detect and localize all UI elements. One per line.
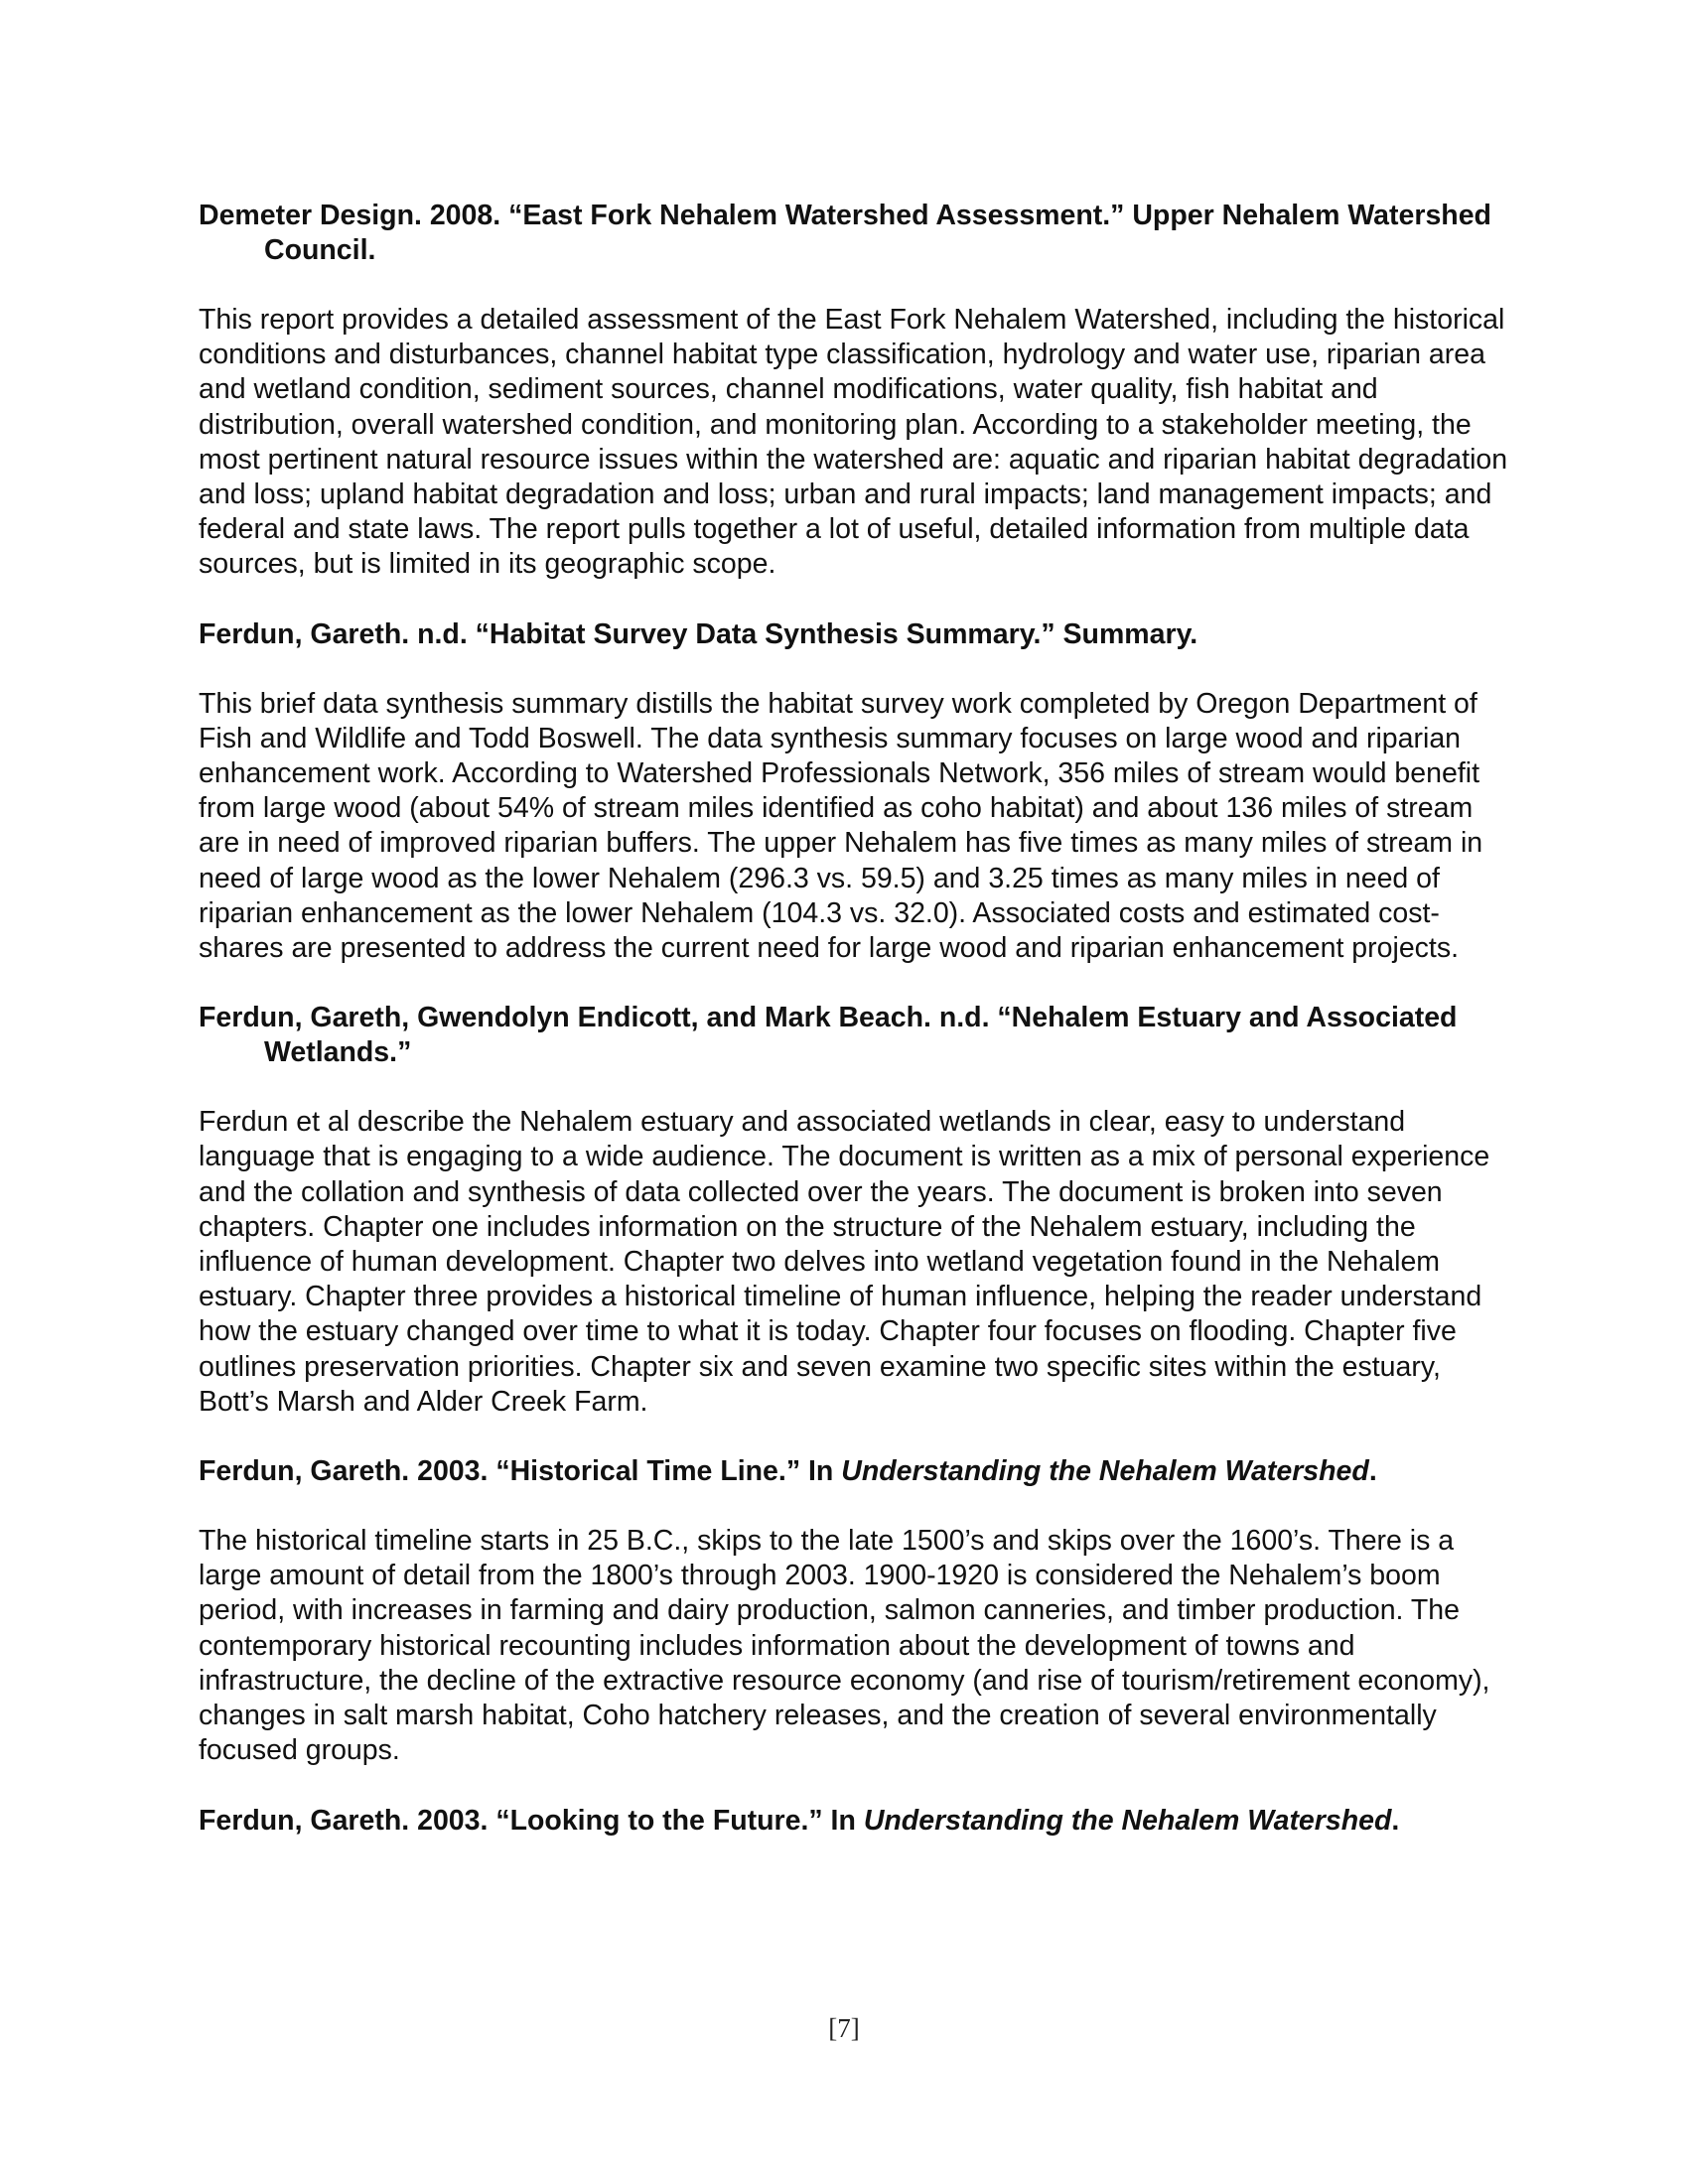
- citation-suffix: .: [1368, 1455, 1377, 1488]
- annotation: This report provides a detailed assessment of the East Fork Nehalem Watershed, including the historical conditions and disturbances, channel habitat type classification, hydrology and water use, riparian area and wetland condition, sediment sources, channel modifications, water quality, fish habitat and distribution, overall watershed condition, and monitoring plan. According to a stakeholder meeting, the most pertinent natural resource issues within the watershed are: aquatic and riparian habitat degradation and loss; upland habitat degradation and loss; urban and rural impacts; land management impacts; and federal and state laws. The report pulls together a lot of useful, detailed information from multiple data sources, but is limited in its geographic scope.: [199, 304, 1508, 581]
- citation-title-italic: Understanding the Nehalem Watershed: [863, 1804, 1392, 1837]
- annotation: Ferdun et al describe the Nehalem estuary and associated wetlands in clear, easy to understand language that is engaging to a wide audience. The document is written as a mix of personal experience and the collation and synthesis of data collected over the years. The document is broken into seven chapters. Chapter one includes information on the structure of the Nehalem estuary, including the influence of human development. Chapter two delves into wetland vegetation found in the Nehalem estuary. Chapter three provides a historical timeline of human influence, helping the reader understand how the estuary changed over time to what it is today. Chapter four focuses on flooding. Chapter five outlines preservation priorities. Chapter six and seven examine two specific sites within the estuary, Bott’s Marsh and Alder Creek Farm.: [199, 1106, 1490, 1418]
- citation: [199, 617, 1509, 652]
- bibliography-entry: [199, 1001, 1509, 1420]
- citation-suffix: .: [1391, 1804, 1400, 1837]
- bibliography-entry: [199, 199, 1509, 583]
- bibliography-entry: [199, 617, 1509, 967]
- page-number: [7]: [828, 2013, 860, 2043]
- citation-title-italic: Understanding the Nehalem Watershed: [841, 1455, 1369, 1488]
- annotation: This brief data synthesis summary distills the habitat survey work completed by Oregon Department of Fish and Wildlife and Todd Boswell. The data synthesis summary focuses on large wood and riparian enhancement work. According to Watershed Professionals Network, 356 miles of stream would benefit from large wood (about 54% of stream miles identified as coho habitat) and about 136 miles of stream are in need of improved riparian buffers. The upper Nehalem has five times as many miles of stream in need of large wood as the lower Nehalem (296.3 vs. 59.5) and 3.25 times as many miles in need of riparian enhancement as the lower Nehalem (104.3 vs. 32.0). Associated costs and estimated cost-shares are presented to address the current need for large wood and riparian enhancement projects.: [199, 687, 1483, 965]
- citation-text: Demeter Design. 2008. “East Fork Nehalem Watershed Assessment.” Upper Nehalem Watershed Council.: [199, 200, 1491, 266]
- bibliography: [199, 199, 1509, 1873]
- citation: [199, 1804, 1509, 1839]
- annotation: The historical timeline starts in 25 B.C., skips to the late 1500’s and skips over the 1600’s. There is a large amount of detail from the 1800’s through 2003. 1900-1920 is considered the Nehalem’s boom period, with increases in farming and dairy production, salmon canneries, and timber production. The contemporary historical recounting includes information about the development of towns and infrastructure, the decline of the extractive resource economy (and rise of tourism/retirement economy), changes in salt marsh habitat, Coho hatchery releases, and the creation of several environmentally focused groups.: [199, 1525, 1490, 1767]
- bibliography-entry: [199, 1804, 1509, 1839]
- citation-text: Ferdun, Gareth. n.d. “Habitat Survey Data Synthesis Summary.” Summary.: [199, 617, 1198, 650]
- citation-text: Ferdun, Gareth. 2003. “Looking to the Future.” In: [199, 1804, 864, 1837]
- citation: [199, 1001, 1509, 1070]
- citation-text: Ferdun, Gareth. 2003. “Historical Time Line.” In: [199, 1455, 842, 1488]
- citation-text: Ferdun, Gareth, Gwendolyn Endicott, and Mark Beach. n.d. “Nehalem Estuary and Associated Wetlands.”: [199, 1002, 1458, 1069]
- bibliography-entry: [199, 1454, 1509, 1768]
- citation: [199, 199, 1509, 268]
- citation: [199, 1454, 1509, 1489]
